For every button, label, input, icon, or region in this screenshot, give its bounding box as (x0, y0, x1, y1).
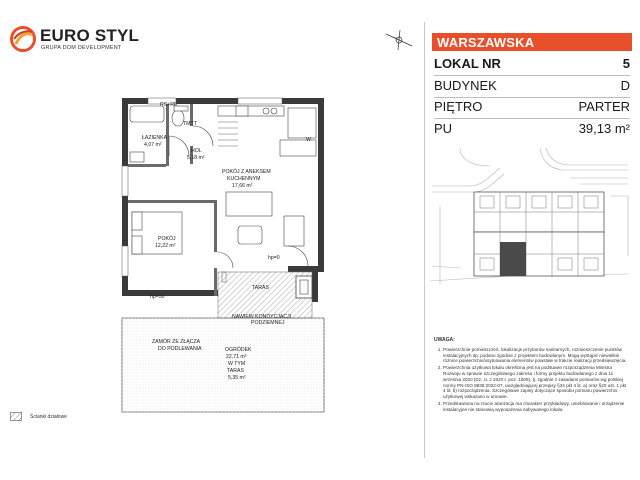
label-rss: RS+RE (160, 102, 178, 108)
notes-title: UWAGA: (434, 337, 455, 343)
label-zamor-1: ZAMÓR ZE ZŁĄCZA (152, 339, 201, 345)
investment-title: WARSZAWSKA (437, 35, 535, 50)
note-item: 3. Przedstawiona na rzucie aranżacja ma charakter przykładowy, umeblowanie i urządzenie instalacyjne nie stanowią wyposażenia nabywanego lokalu. (443, 401, 630, 413)
info-value: D (620, 78, 630, 93)
info-value: 39,13 m² (578, 121, 630, 136)
compass-icon (384, 28, 414, 52)
label-tmtt: TMTT (183, 121, 197, 127)
info-value: PARTER (578, 99, 630, 114)
room-name-lazienka: ŁAZIENKA (142, 135, 168, 141)
info-label: LOKAL NR (434, 56, 501, 71)
label-ogrodek-taras: TARAS (227, 368, 244, 374)
label-nawiew-2: PODZIEMNEJ (251, 320, 285, 326)
investment-header (432, 33, 632, 51)
partition-wall-legend-icon (10, 412, 22, 421)
room-name-hol: HOL (191, 148, 202, 154)
info-label: BUDYNEK (434, 78, 497, 93)
room-area-ogrodek: 22,71 m² (226, 354, 247, 360)
room-name-pokoj-aneks: POKÓJ Z ANEKSEM (222, 169, 271, 175)
note-item: 2. Powierzchnia użytkowa lokalu określona jest na podstawie rozporządzenia Ministra Rozwoju w sprawie szczegółowego zakresu i formy projektu budowlanego z dnia 11 września 2020 (Dz. U. z 2020 r. poz. 1609), tj. zgodnie z zasadami pomiarów wg polskiej normy PN-ISO 9836:2022-07, uwzględniającej przepisy §34 pkt 4 lit. a) oraz §20 ust. 1 pkt 4 lit. b) rozporządzenia. Szczegółowe zapisy dotyczące sposobu pomiaru powierzchni użytkowej wskazano w umowie. (443, 365, 630, 400)
panel-divider (424, 22, 425, 458)
info-row-lokal (434, 53, 630, 75)
info-row-budynek (434, 75, 630, 97)
room-area-pokoj-aneks: 17,66 m² (232, 183, 253, 189)
room-area-hol: 5,18 m² (187, 155, 205, 161)
room-area-pokoj: 12,22 m² (155, 243, 176, 249)
label-zamor-2: DO PODLEWANIA (158, 346, 202, 352)
brand-subtitle: GRUPA DOM DEVELOPMENT (41, 45, 122, 51)
note-item: 1. Powierzchnie pomieszczeń, lokalizacje przyborów sanitarnych, rozmieszczenie punktów instalacyjnych itp. podano zgodnie z projektem budowlanym. Mogą wystąpić niewielkie różnice powierzchni/usytuowania elementów powstałe w trakcie realizacji przedsięwzięcia. (443, 347, 630, 364)
info-label: PIĘTRO (434, 99, 483, 114)
legend-label: Ścianki działowe (30, 414, 67, 420)
brand-logo-icon (10, 26, 36, 52)
info-value: 5 (622, 56, 630, 71)
label-w: W (306, 137, 311, 143)
room-name-ogrodek: OGRÓDEK (225, 347, 252, 353)
room-name-pokoj-aneks-2: KUCHENNYM (227, 176, 261, 182)
site-plan (430, 146, 630, 296)
info-row-pietro (434, 96, 630, 118)
room-name-taras: TARAS (252, 285, 269, 291)
info-row-pu (434, 118, 630, 140)
brand-name: EURO STYL (40, 26, 140, 45)
highlighted-unit (500, 242, 526, 276)
info-label: PU (434, 121, 453, 136)
label-w-tym: W TYM (228, 361, 246, 367)
notes-block (434, 338, 630, 414)
label-nawiew-1: NAWIEW KONDYCJACJI (232, 314, 292, 320)
room-name-pokoj: POKÓJ (158, 236, 176, 242)
label-hp-0: hp=0 (268, 255, 280, 261)
room-area-ogrodek-taras: 5,35 m² (228, 375, 246, 381)
label-hp-50: hp=50 (150, 294, 165, 300)
room-area-lazienka: 4,07 m² (144, 142, 162, 148)
